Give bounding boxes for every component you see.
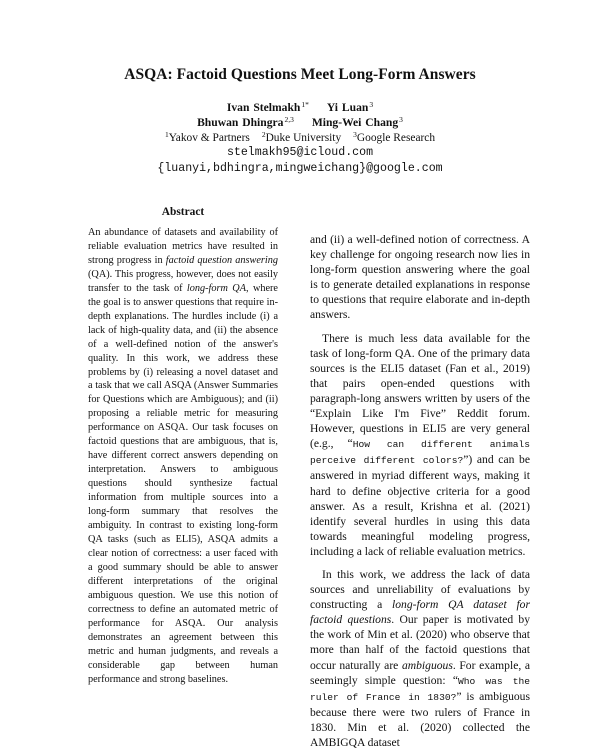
intro-text: ” is ambiguous because there were two rulers of France in 1830. Min et al. (2020) collected the AMBIGQA dataset	[310, 689, 530, 749]
abstract-text: , where the goal is to answer questions that require in-depth explanations. The hurdles include (i) a lack of high-quality data, and (ii) the absence of a well-defined notion of the answer's quality. In this work, we address these problems by (i) releasing a novel dataset and a task that we call ASQA (Answer Summaries for Questions which are Ambiguous); and (ii) proposing a reliable metric for measuring performance on ASQA. Our task focuses on factoid questions that are ambiguous, that is, have different correct answers depending on interpretation. Answers to ambiguous questions should synthesize factual information from multiple sources into a long-form summary that resolves the ambiguity. In contrast to existing long-form QA tasks (such as ELI5), ASQA admits a clear notion of correctness: a user faced with a good summary should be able to answer different interpretations of the original ambiguous question. We use this notion of correctness to define an automated metric of performance for ASQA. Our analysis demonstrates an agreement between this metric and human judgments, and reveals a considerable gap between human performance and strong baselines.	[88, 282, 278, 685]
intro-paragraph-3	[310, 567, 530, 750]
abstract-text: An abundance of datasets and availability of reliable evaluation metrics have resulted in strong progress in	[88, 227, 278, 266]
affiliation-name: Duke University	[265, 132, 342, 144]
example-question: How can different animals perceive different colors?	[310, 439, 531, 467]
intro-emphasis: long-form QA dataset for factoid questions	[310, 598, 530, 627]
affiliation-name: Yakov & Partners	[168, 132, 250, 144]
affiliation-name: Google Research	[356, 132, 436, 144]
affiliation-mark: 1	[164, 130, 169, 139]
abstract-text: (QA). This progress, however, does not easily transfer to the task of	[88, 268, 278, 294]
example-question: Who was the ruler of France in 1830?	[310, 675, 530, 703]
intro-text: In this work, we address the lack of data sources and unreliability of evaluations by constructing a	[310, 567, 530, 612]
author-line-1	[0, 100, 600, 114]
author-affiliation-mark: 1*	[301, 100, 309, 109]
affiliation-mark: 2	[261, 130, 266, 139]
abstract-emphasis: factoid question answering	[165, 254, 278, 266]
abstract-emphasis: long-form QA	[186, 282, 246, 294]
email-line-1: stelmakh95@icloud.com	[226, 146, 374, 159]
intro-text: . For example, a seemingly simple question: “	[310, 658, 530, 687]
author-affiliation-mark: 3	[399, 115, 403, 124]
author-affiliation-mark: 2,3	[284, 115, 294, 124]
author-name: Ivan Stelmakh	[226, 101, 301, 114]
author-name: Bhuwan Dhingra	[197, 116, 284, 129]
author-name: Ming-Wei Chang	[311, 116, 399, 129]
abstract-paragraph	[88, 226, 278, 686]
intro-paragraph-2	[310, 331, 530, 559]
intro-column	[310, 232, 530, 750]
abstract-heading: Abstract	[161, 206, 205, 218]
abstract-body	[88, 226, 278, 686]
affiliations	[0, 130, 600, 144]
author-affiliation-mark: 3	[369, 100, 374, 109]
author-name: Yi Luan	[326, 101, 369, 114]
intro-text: ”) and can be answered in myriad different ways, making it hard to define objective criteria for a good answer. As a result, Krishna et al. (2021) identify several hurdles in using this data towards meaningful modeling progress, including a lack of reliable evaluation metrics.	[310, 453, 530, 558]
affiliation-mark: 3	[353, 130, 357, 139]
intro-text: There is much less data available for the task of long-form QA. One of the primary data sources is the ELI5 dataset (Fan et al., 2019) that pairs open-ended questions with paragraph-long answers written by users of the “Explain Like I'm Five” Reddit forum. However, questions in ELI5 are very general (e.g., “	[310, 331, 530, 451]
intro-emphasis: ambiguous	[401, 658, 453, 672]
email-line-2: {luanyi,bdhingra,mingweichang}@google.com	[157, 162, 443, 175]
author-line-2	[0, 115, 600, 129]
intro-text: . Our paper is motivated by the work of Min et al. (2020) who observe that more than half of the factoid questions that occur naturally are	[310, 613, 531, 672]
paper-title: ASQA: Factoid Questions Meet Long-Form Answers	[124, 66, 476, 83]
intro-paragraph-1: and (ii) a well-defined notion of correctness. A key challenge for ongoing research now lies in long-form question answering where the goal is to generate detailed explanations in response to questions that require elaborate and in-depth answers.	[310, 233, 530, 322]
